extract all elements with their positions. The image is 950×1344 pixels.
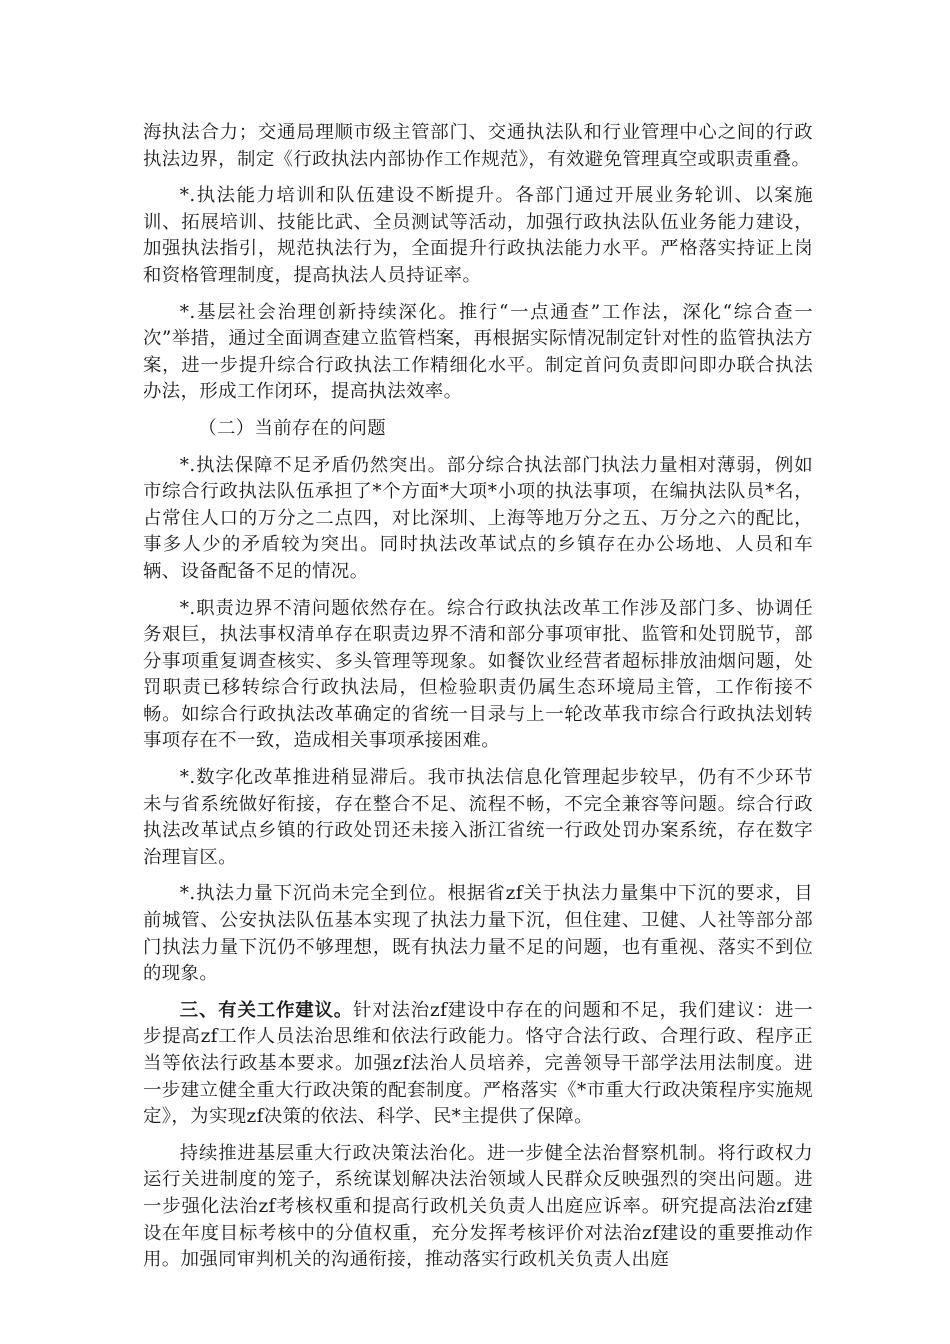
paragraph: 海执法合力；交通局理顺市级主管部门、交通执法队和行业管理中心之间的行政执法边界，制定《行政执法内部协作工作规范》，有效避免管理真空或职责重叠。: [143, 122, 813, 170]
paragraph-with-lead: [143, 998, 813, 1131]
section-heading: （二）当前存在的问题: [198, 417, 387, 439]
paragraph: *.职责边界不清问题依然存在。综合行政执法改革工作涉及部门多、协调任务艰巨，执法事权清单存在职责边界不清和部分事项审批、监管和处罚脱节，部分事项重复调查核实、多头管理等现象。如餐饮业经营者超标排放油烟问题，处罚职责已移转综合行政执法局，但检验职责仍属生态环境局主管，工作衔接不畅。如综合行政执法改革确定的省统一目录与上一轮改革我市综合行政执法划转事项存在不一致，造成相关事项承接困难。: [143, 597, 813, 752]
paragraph-text: 针对法治zf建设中存在的问题和不足，我们建议：进一步提高zf工作人员法治思维和依法行政能力。恪守合法行政、合理行政、程序正当等依法行政基本要求。加强zf法治人员培养，完善领导干部学法用法制度。进一步建立健全重大行政决策的配套制度。严格落实《*市重大行政决策程序实施规定》，为实现zf决策的依法、科学、民*主提供了保障。: [143, 999, 814, 1128]
paragraph: *.数字化改革推进稍显滞后。我市执法信息化管理起步较早，仍有不少环节未与省系统做好衔接，存在整合不足、流程不畅，不完全兼容等问题。综合行政执法改革试点乡镇的行政处罚还未接入浙江省统一行政处罚办案系统，存在数字治理盲区。: [143, 767, 813, 868]
paragraph: 持续推进基层重大行政决策法治化。进一步健全法治督察机制。将行政权力运行关进制度的笼子，系统谋划解决法治领域人民群众反映强烈的突出问题。进一步强化法治zf考核权重和提高行政机关负责人出庭应诉率。研究提高法治zf建设在年度目标考核中的分值权重，充分发挥考核评价对法治zf建设的重要推动作用。加强同审判机关的沟通衔接，推动落实行政机关负责人出庭: [143, 1142, 813, 1271]
paragraph: *.执法力量下沉尚未完全到位。根据省zf关于执法力量集中下沉的要求，目前城管、公安执法队伍基本实现了执法力量下沉，但住建、卫健、人社等部分部门执法力量下沉仍不够理想，既有执法力量不足的问题，也有重视、落实不到位的现象。: [143, 883, 813, 985]
paragraph: *.基层社会治理创新持续深化。推行“一点通查”工作法，深化“综合查一次”举措，通过全面调查建立监管档案，再根据实际情况制定针对性的监管执法方案，进一步提升综合行政执法工作精细化水平。制定首问负责即问即办联合执法办法，形成工作闭环，提高执法效率。: [143, 301, 813, 403]
document-body: [143, 120, 813, 1284]
bold-lead-heading: 三、有关工作建议。: [179, 999, 354, 1021]
paragraph: *.执法保障不足矛盾仍然突出。部分综合执法部门执法力量相对薄弱，例如市综合行政执法队伍承担了*个方面*大项*小项的执法事项，在编执法队员*名，占常住人口的万分之二点四，对比深圳、上海等地万分之五、万分之六的配比，事多人少的矛盾较为突出。同时执法改革试点的乡镇存在办公场地、人员和车辆、设备配备不足的情况。: [143, 454, 813, 582]
paragraph: *.执法能力培训和队伍建设不断提升。各部门通过开展业务轮训、以案施训、拓展培训、技能比武、全员测试等活动，加强行政执法队伍业务能力建设，加强执法指引，规范执法行为，全面提升行政执法能力水平。严格落实持证上岗和资格管理制度，提高执法人员持证率。: [143, 185, 813, 286]
